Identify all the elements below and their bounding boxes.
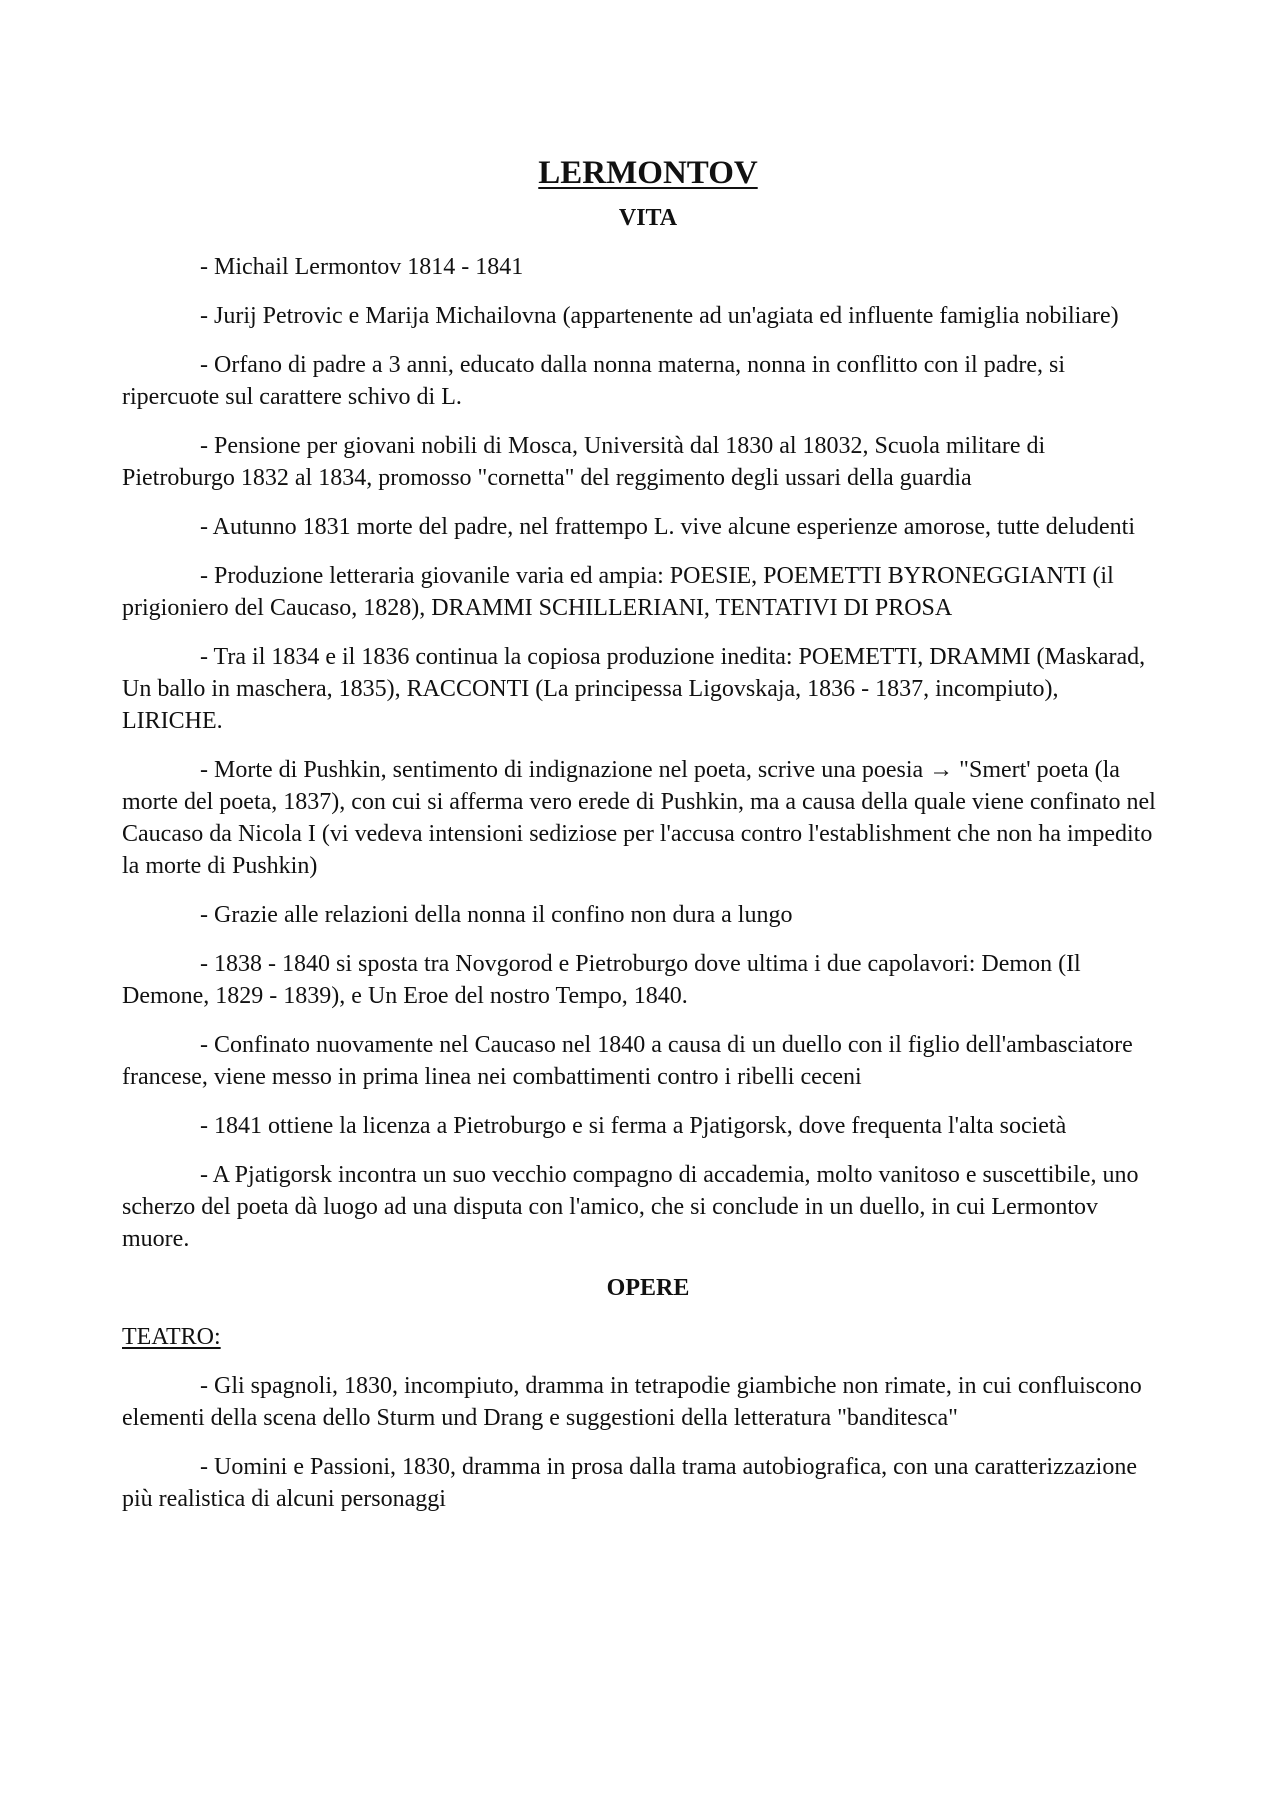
section-heading-life: VITA: [618, 205, 678, 231]
life-paragraph: - Michail Lermontov 1814 - 1841: [200, 254, 524, 280]
life-paragraph: - Grazie alle relazioni della nonna il confino non dura a lungo: [200, 902, 793, 928]
subheading-theatre: TEATRO:: [122, 1324, 221, 1350]
life-paragraph: - 1838 - 1840 si sposta tra Novgorod e Pietroburgo dove ultima i due capolavori: Demon (Il Demone, 1829 - 1839), e Un Eroe del nostro Tempo, 1840.: [122, 951, 1081, 1009]
life-paragraph: - Tra il 1834 e il 1836 continua la copiosa produzione inedita: POEMETTI, DRAMMI (Maskarad, Un ballo in maschera, 1835), RACCONTI (La principessa Ligovskaja, 1836 - 1837, incompiuto), LIRICHE.: [122, 644, 1146, 734]
theatre-paragraph: - Gli spagnoli, 1830, incompiuto, dramma in tetrapodie giambiche non rimate, in cui confluiscono elementi della scena dello Sturm und Drang e suggestioni della letteratura "banditesca": [122, 1373, 1142, 1431]
life-paragraph: - Jurij Petrovic e Marija Michailovna (appartenente ad un'agiata ed influente famiglia nobiliare): [200, 303, 1119, 329]
life-paragraph: - Orfano di padre a 3 anni, educato dalla nonna materna, nonna in conflitto con il padre, si ripercuote sul carattere schivo di L.: [122, 352, 1066, 410]
theatre-paragraph: - Uomini e Passioni, 1830, dramma in prosa dalla trama autobiografica, con una caratterizzazione più realistica di alcuni personaggi: [122, 1454, 1137, 1512]
life-paragraph: - Produzione letteraria giovanile varia ed ampia: POESIE, POEMETTI BYRONEGGIANTI (il prigioniero del Caucaso, 1828), DRAMMI SCHILLERIANI, TENTATIVI DI PROSA: [122, 563, 1114, 621]
life-paragraph: - Pensione per giovani nobili di Mosca, Università dal 1830 al 18032, Scuola militare di Pietroburgo 1832 al 1834, promosso "cornetta" del reggimento degli ussari della guardia: [122, 433, 1046, 491]
life-paragraph: - Morte di Pushkin, sentimento di indignazione nel poeta, scrive una poesia → "Smert' poeta (la morte del poeta, 1837), con cui si afferma vero erede di Pushkin, ma a causa della quale viene confinato nel Caucaso da Nicola I (vi vedeva intensioni sediziose per l'accusa contro l'establishment che non ha impedito la morte di Pushkin): [122, 757, 1156, 879]
document-body: [122, 150, 1160, 1532]
life-paragraph: - Autunno 1831 morte del padre, nel frattempo L. vive alcune esperienze amorose, tutte deludenti: [200, 514, 1136, 540]
life-paragraph: - A Pjatigorsk incontra un suo vecchio compagno di accademia, molto vanitoso e suscettibile, uno scherzo del poeta dà luogo ad una disputa con l'amico, che si conclude in un duello, in cui Lermontov muore.: [122, 1162, 1139, 1252]
document-title: LERMONTOV: [538, 155, 758, 191]
life-paragraph: - Confinato nuovamente nel Caucaso nel 1840 a causa di un duello con il figlio dell'ambasciatore francese, viene messo in prima linea nei combattimenti contro i ribelli ceceni: [122, 1032, 1133, 1090]
section-heading-works: OPERE: [606, 1275, 690, 1301]
life-paragraph: - 1841 ottiene la licenza a Pietroburgo e si ferma a Pjatigorsk, dove frequenta l'alta società: [200, 1113, 1067, 1139]
